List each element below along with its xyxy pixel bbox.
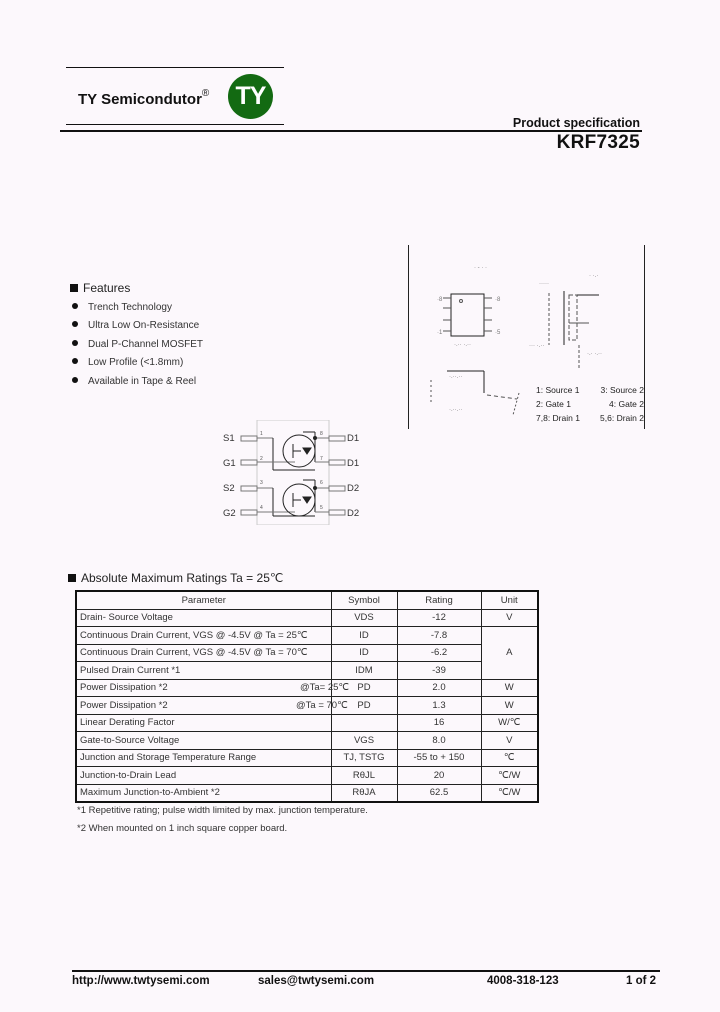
param-cell: Junction-to-Drain Lead bbox=[76, 767, 331, 785]
symbol-cell: ID bbox=[331, 627, 397, 645]
unit-cell: V bbox=[481, 732, 538, 750]
condition-text: @Ta = 70℃ bbox=[296, 699, 348, 711]
param-cell: Junction and Storage Temperature Range bbox=[76, 749, 331, 767]
svg-text:· - · ·: · - · · bbox=[474, 265, 487, 271]
doc-type: Product specification bbox=[512, 116, 640, 130]
company-name bbox=[78, 90, 209, 108]
symbol-cell: ID bbox=[331, 644, 397, 662]
footer-rule bbox=[72, 970, 660, 972]
svg-text:6: 6 bbox=[320, 480, 323, 486]
schematic-pin-labels-right bbox=[347, 433, 359, 519]
feature-item bbox=[70, 375, 203, 393]
pin-legend-item: 3: Source 2 bbox=[600, 385, 644, 395]
square-bullet-icon bbox=[70, 284, 78, 292]
schematic-pin-labels-left bbox=[223, 433, 236, 519]
feature-text: Trench Technology bbox=[88, 302, 172, 313]
ratings-heading bbox=[68, 571, 283, 585]
features-heading bbox=[70, 281, 130, 295]
rating-cell: -6.2 bbox=[397, 644, 481, 662]
pin-label-d2: D2 bbox=[347, 483, 360, 494]
header-main-rule bbox=[60, 130, 642, 132]
symbol-cell: RθJL bbox=[331, 767, 397, 785]
pin-label-d2: D2 bbox=[347, 507, 360, 519]
svg-text:· ·.·: · ·.· bbox=[589, 273, 599, 279]
table-row bbox=[76, 714, 538, 732]
param-cell: Gate-to-Source Voltage bbox=[76, 732, 331, 750]
table-row bbox=[76, 662, 538, 680]
page-number: 1 of 2 bbox=[626, 975, 657, 987]
header-top-rule bbox=[66, 67, 284, 68]
svg-text:·5: ·5 bbox=[495, 330, 501, 336]
pin-label-g2: G2 bbox=[223, 507, 236, 519]
param-cell: Linear Derating Factor bbox=[76, 714, 331, 732]
svg-text:·1: ·1 bbox=[437, 330, 443, 336]
symbol-cell bbox=[331, 714, 397, 732]
pin-legend-item: 2: Gate 1 bbox=[536, 399, 571, 409]
feature-text: Ultra Low On-Resistance bbox=[88, 320, 200, 332]
unit-cell: V bbox=[481, 609, 538, 627]
column-header: Rating bbox=[397, 591, 481, 609]
bullet-icon bbox=[72, 377, 78, 383]
bullet-icon bbox=[72, 340, 78, 346]
param-cell: Continuous Drain Current, VGS @ -4.5V @ Ta = 25℃ bbox=[76, 627, 331, 645]
table-row bbox=[76, 767, 538, 785]
svg-text:1: 1 bbox=[260, 431, 263, 437]
rating-cell: 20 bbox=[397, 767, 481, 785]
svg-text:5: 5 bbox=[320, 505, 323, 511]
unit-cell: ℃/W bbox=[481, 784, 538, 802]
table-row bbox=[76, 644, 538, 662]
table-row bbox=[76, 627, 538, 645]
email-link[interactable]: sales@twtysemi.com bbox=[258, 975, 375, 987]
feature-item bbox=[70, 301, 203, 319]
feature-text: Available in Tape & Reel bbox=[88, 375, 197, 387]
symbol-cell: PD bbox=[331, 679, 397, 697]
absolute-max-ratings-table bbox=[75, 590, 539, 803]
rating-cell: 16 bbox=[397, 714, 481, 732]
pin-legend-item: 4: Gate 2 bbox=[609, 399, 644, 409]
svg-text:8: 8 bbox=[320, 431, 323, 437]
svg-text:·8: ·8 bbox=[495, 297, 501, 303]
registered-mark: ® bbox=[201, 88, 210, 99]
feature-item bbox=[70, 338, 203, 356]
svg-text:·.· ·.··: ·.· ·.·· bbox=[587, 351, 602, 357]
symbol-cell: PD bbox=[331, 697, 397, 715]
unit-cell: W/℃ bbox=[481, 714, 538, 732]
phone-number: 4008-318-123 bbox=[487, 975, 559, 987]
param-cell: Drain- Source Voltage bbox=[76, 609, 331, 627]
table-header-row bbox=[76, 591, 538, 609]
rating-cell: -39 bbox=[397, 662, 481, 680]
pin-label-s2: S2 bbox=[223, 483, 235, 494]
table-row bbox=[76, 697, 538, 715]
pin-label-g1: G1 bbox=[223, 457, 236, 469]
part-number: KRF7325 bbox=[556, 132, 640, 153]
bullet-icon bbox=[72, 358, 78, 364]
header-mid-rule bbox=[66, 124, 284, 125]
symbol-cell: IDM bbox=[331, 662, 397, 680]
pin-label-d1: D1 bbox=[347, 457, 360, 469]
table-row bbox=[76, 749, 538, 767]
param-text: Power Dissipation *2 bbox=[80, 682, 168, 694]
symbol-cell: VGS bbox=[331, 732, 397, 750]
param-cell: Maximum Junction-to-Ambient *2 bbox=[76, 784, 331, 802]
footnote-2: *2 When mounted on 1 inch square copper board. bbox=[77, 823, 288, 834]
feature-text: Low Profile (<1.8mm) bbox=[88, 357, 184, 369]
param-cell bbox=[76, 697, 348, 715]
pin-label-d1: D1 bbox=[347, 433, 360, 444]
column-header: Unit bbox=[481, 591, 538, 609]
dual-mosfet-schematic bbox=[215, 420, 365, 525]
param-cell: Continuous Drain Current, VGS @ -4.5V @ Ta = 70℃ bbox=[76, 644, 331, 662]
table-row bbox=[76, 784, 538, 802]
table-row bbox=[76, 679, 538, 697]
rating-cell: 2.0 bbox=[397, 679, 481, 697]
bullet-icon bbox=[72, 321, 78, 327]
column-header: Parameter bbox=[76, 591, 331, 609]
mosfet-schematic-icon bbox=[215, 420, 365, 525]
svg-text:·8: ·8 bbox=[437, 297, 443, 303]
rating-cell: -12 bbox=[397, 609, 481, 627]
feature-item bbox=[70, 319, 203, 337]
rating-cell: 1.3 bbox=[397, 697, 481, 715]
bullet-icon bbox=[72, 303, 78, 309]
footnote-1: *1 Repetitive rating; pulse width limited by max. junction temperature. bbox=[77, 805, 368, 816]
symbol-cell: VDS bbox=[331, 609, 397, 627]
svg-text:7: 7 bbox=[320, 456, 323, 462]
param-cell bbox=[76, 679, 350, 697]
unit-cell: A bbox=[481, 627, 538, 680]
svg-text:2: 2 bbox=[260, 456, 263, 462]
symbol-cell: TJ, TSTG bbox=[331, 749, 397, 767]
unit-cell: ℃ bbox=[481, 749, 538, 767]
pin-legend-item: 7,8: Drain 1 bbox=[536, 413, 580, 423]
feature-text: Dual P-Channel MOSFET bbox=[88, 338, 204, 350]
symbol-cell: RθJA bbox=[331, 784, 397, 802]
condition-text: @Ta= 25℃ bbox=[300, 682, 350, 694]
column-header: Symbol bbox=[331, 591, 397, 609]
pin-legend bbox=[536, 385, 644, 427]
svg-text:·.··.··: ·.··.·· bbox=[449, 407, 463, 413]
svg-text:··· ·.··: ··· ·.·· bbox=[529, 343, 545, 349]
rating-cell: 8.0 bbox=[397, 732, 481, 750]
table-row bbox=[76, 732, 538, 750]
company-name-text: TY Semicondutor bbox=[78, 91, 202, 108]
ratings-title: Absolute Maximum Ratings Ta = 25℃ bbox=[81, 571, 284, 585]
svg-text:3: 3 bbox=[260, 480, 263, 486]
svg-text:·.·· ·.··: ·.·· ·.·· bbox=[454, 342, 471, 348]
unit-cell: W bbox=[481, 697, 538, 715]
unit-cell: ℃/W bbox=[481, 767, 538, 785]
website-link[interactable]: http://www.twtysemi.com bbox=[72, 975, 210, 987]
pin-legend-item: 1: Source 1 bbox=[536, 385, 580, 395]
unit-cell: W bbox=[481, 679, 538, 697]
rating-cell: -55 to + 150 bbox=[397, 749, 481, 767]
rating-cell: -7.8 bbox=[397, 627, 481, 645]
svg-text:4: 4 bbox=[260, 505, 263, 511]
features-list bbox=[70, 301, 203, 393]
company-logo: TY bbox=[228, 74, 273, 119]
table-row bbox=[76, 609, 538, 627]
pin-label-s1: S1 bbox=[223, 433, 235, 444]
pin-legend-item: 5,6: Drain 2 bbox=[600, 413, 644, 423]
rating-cell: 62.5 bbox=[397, 784, 481, 802]
param-text: Power Dissipation *2 bbox=[80, 699, 168, 711]
svg-text:·.··.··: ·.··.·· bbox=[449, 374, 463, 380]
svg-text:·····: ····· bbox=[539, 281, 549, 287]
square-bullet-icon bbox=[68, 574, 76, 582]
param-cell: Pulsed Drain Current *1 bbox=[76, 662, 331, 680]
features-title: Features bbox=[83, 281, 131, 295]
package-outline-drawing bbox=[408, 245, 645, 429]
feature-item bbox=[70, 356, 203, 374]
